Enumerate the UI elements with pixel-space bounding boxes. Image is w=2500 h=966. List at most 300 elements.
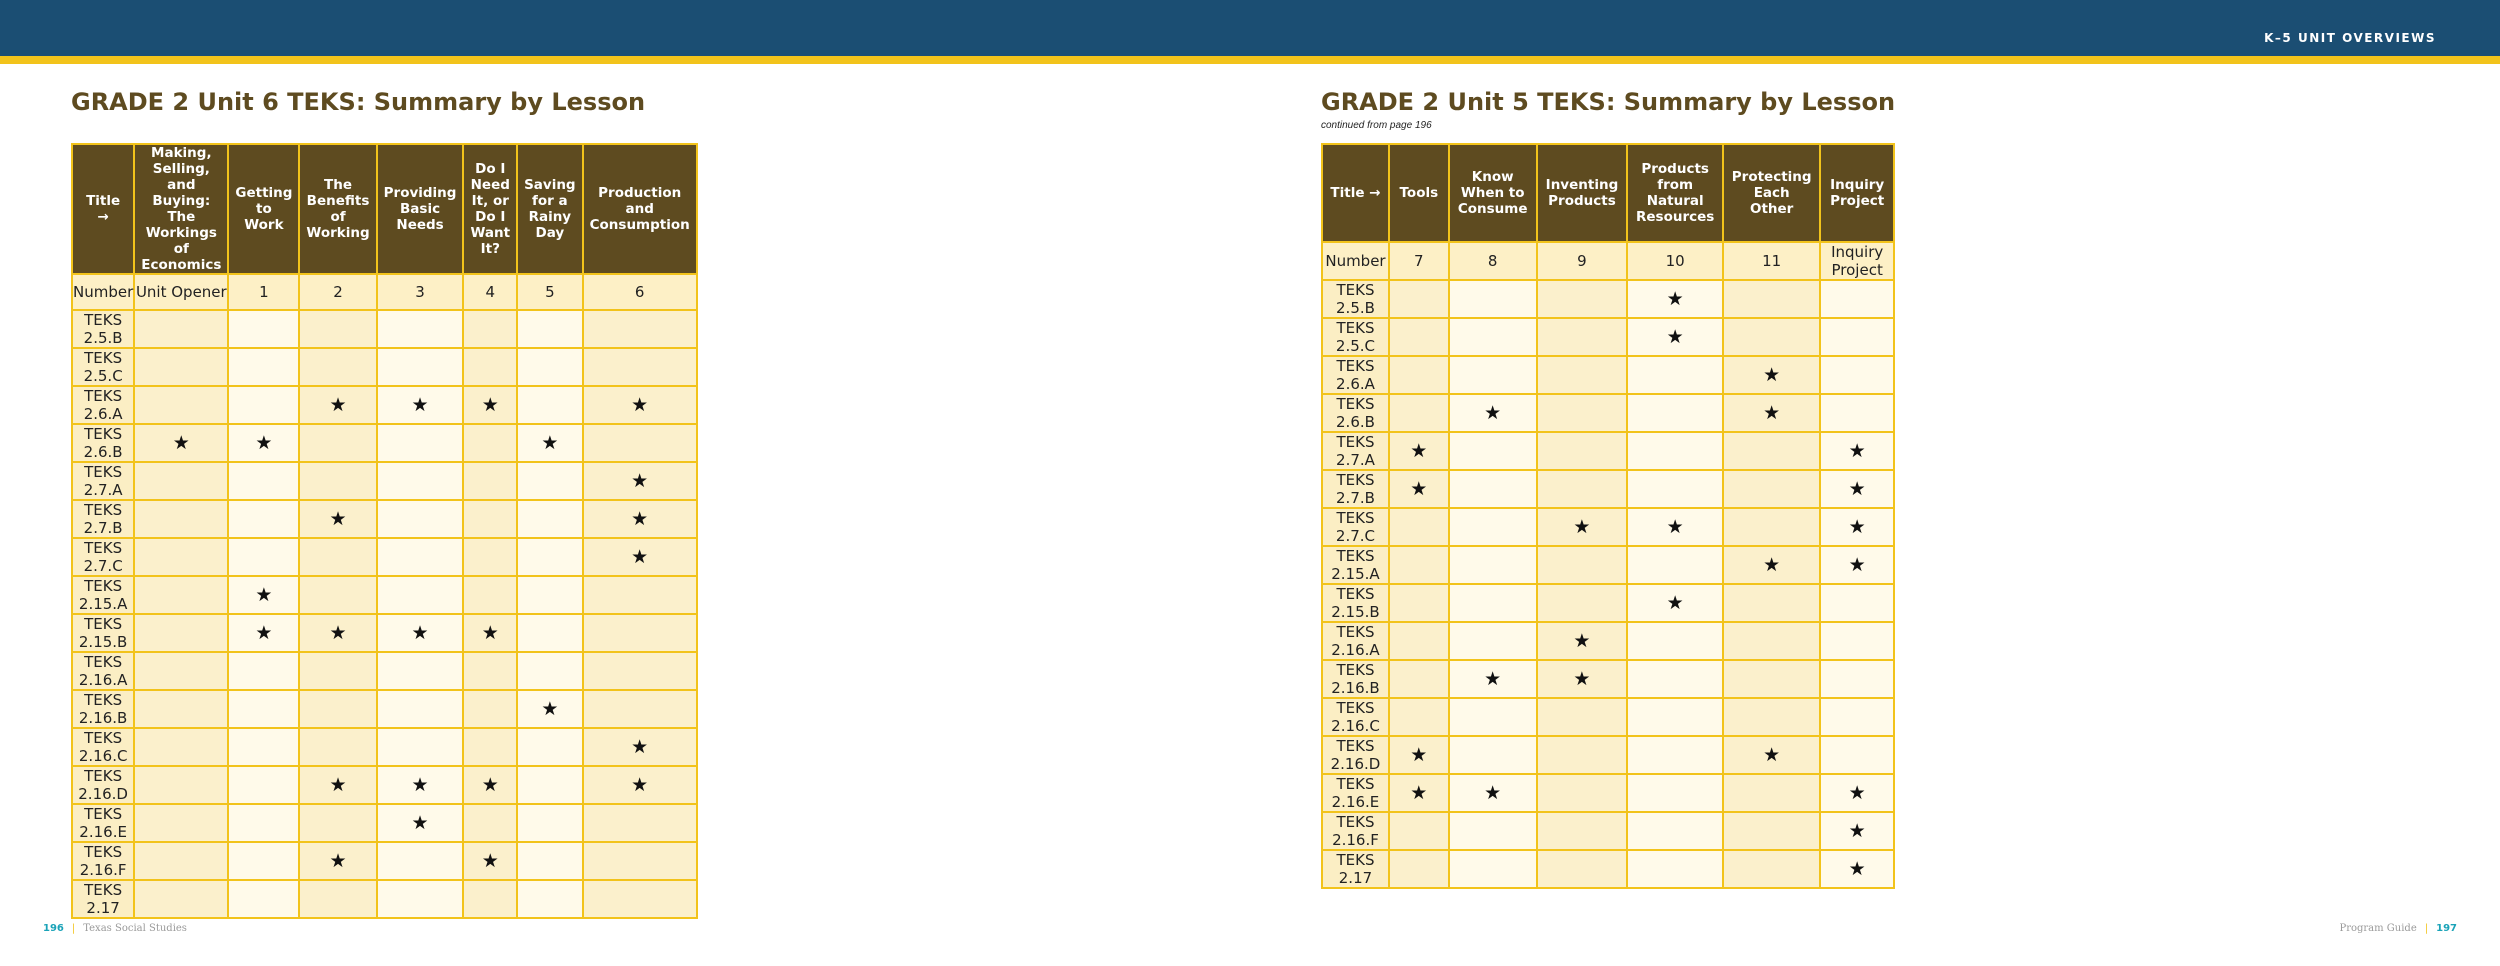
table-cell (1820, 736, 1894, 774)
table-cell (1627, 774, 1723, 812)
star-icon: ★ (329, 622, 347, 644)
star-icon: ★ (329, 508, 347, 530)
table-cell (1820, 622, 1894, 660)
table-row (72, 538, 697, 576)
number-label: Number (72, 274, 134, 310)
table-cell (1723, 698, 1820, 736)
teks-code: TEKS 2.6.B (1322, 394, 1389, 432)
lesson-title-header: Inquiry Project (1820, 144, 1894, 242)
table-cell (1389, 774, 1449, 812)
table-cell (134, 690, 228, 728)
lesson-number: 9 (1537, 242, 1628, 280)
table-row (72, 348, 697, 386)
teks-code: TEKS 2.15.A (1322, 546, 1389, 584)
table-cell (517, 310, 583, 348)
table-cell (299, 880, 376, 918)
table-cell (463, 880, 517, 918)
table-cell (377, 310, 464, 348)
table-cell (1820, 812, 1894, 850)
star-icon: ★ (541, 432, 559, 454)
star-icon: ★ (411, 622, 429, 644)
table-cell (1820, 280, 1894, 318)
teks-code: TEKS 2.15.A (72, 576, 134, 614)
table-row (72, 804, 697, 842)
table-cell (1627, 470, 1723, 508)
table-cell (377, 614, 464, 652)
lesson-title-header: Do I Need It, or Do I Want It? (463, 144, 517, 274)
left-page-number: 196 (43, 923, 64, 934)
star-icon: ★ (1848, 478, 1866, 500)
table-cell (1389, 470, 1449, 508)
table-cell (1449, 470, 1537, 508)
corner-header: Title → (72, 144, 134, 274)
teks-code: TEKS 2.16.E (72, 804, 134, 842)
table-cell (228, 310, 299, 348)
star-icon: ★ (1763, 554, 1781, 576)
right-section (1321, 86, 1896, 887)
table-cell (1627, 394, 1723, 432)
table-cell (1627, 812, 1723, 850)
lesson-title-header: The Benefits of Working (299, 144, 376, 274)
table-cell (1389, 736, 1449, 774)
lesson-number: 6 (583, 274, 697, 310)
table-cell (1449, 622, 1537, 660)
table-cell (1389, 660, 1449, 698)
star-icon: ★ (1573, 516, 1591, 538)
table-cell (517, 690, 583, 728)
star-icon: ★ (631, 394, 649, 416)
table-cell (583, 462, 697, 500)
table-cell (1537, 318, 1628, 356)
table-cell (299, 690, 376, 728)
table-cell (134, 842, 228, 880)
table-cell (1723, 318, 1820, 356)
table-cell (1449, 318, 1537, 356)
table-cell (517, 538, 583, 576)
table-cell (1820, 584, 1894, 622)
table-cell (228, 614, 299, 652)
table-cell (1723, 736, 1820, 774)
table-cell (463, 766, 517, 804)
table-cell (1537, 660, 1628, 698)
table-cell (463, 690, 517, 728)
table-cell (228, 842, 299, 880)
table-cell (134, 652, 228, 690)
table-cell (228, 766, 299, 804)
star-icon: ★ (1666, 592, 1684, 614)
table-cell (134, 880, 228, 918)
table-cell (299, 804, 376, 842)
lesson-title-header: Providing Basic Needs (377, 144, 464, 274)
table-cell (583, 576, 697, 614)
table-cell (1389, 508, 1449, 546)
table-cell (377, 348, 464, 386)
table-cell (517, 614, 583, 652)
star-icon: ★ (1666, 288, 1684, 310)
table-cell (1627, 850, 1723, 888)
table-cell (1449, 546, 1537, 584)
lesson-number: 11 (1723, 242, 1820, 280)
teks-code: TEKS 2.15.B (72, 614, 134, 652)
table-cell (1820, 470, 1894, 508)
table-cell (463, 842, 517, 880)
table-cell (517, 462, 583, 500)
table-cell (228, 690, 299, 728)
table-cell (1723, 622, 1820, 660)
table-cell (1389, 622, 1449, 660)
star-icon: ★ (1573, 630, 1591, 652)
table-row (1322, 622, 1894, 660)
lesson-title-header: Tools (1389, 144, 1449, 242)
table-cell (517, 348, 583, 386)
table-cell (583, 538, 697, 576)
table-cell (134, 766, 228, 804)
teks-code: TEKS 2.16.C (72, 728, 134, 766)
table-cell (134, 500, 228, 538)
right-footer (2339, 923, 2457, 934)
table-cell (1723, 470, 1820, 508)
teks-code: TEKS 2.7.C (72, 538, 134, 576)
table-cell (1537, 280, 1628, 318)
table-cell (377, 880, 464, 918)
table-cell (1723, 356, 1820, 394)
table-cell (228, 348, 299, 386)
table-row (1322, 584, 1894, 622)
table-cell (1389, 394, 1449, 432)
table-cell (1723, 432, 1820, 470)
table-cell (134, 576, 228, 614)
table-cell (1723, 812, 1820, 850)
star-icon: ★ (255, 432, 273, 454)
table-cell (1723, 774, 1820, 812)
table-cell (1389, 432, 1449, 470)
left-subtitle (71, 118, 645, 134)
star-icon: ★ (1848, 858, 1866, 880)
teks-code: TEKS 2.16.A (1322, 622, 1389, 660)
right-page-number: 197 (2436, 923, 2457, 934)
table-row (1322, 508, 1894, 546)
lesson-number: 10 (1627, 242, 1723, 280)
teks-code: TEKS 2.5.B (1322, 280, 1389, 318)
lesson-number: 7 (1389, 242, 1449, 280)
table-cell (1537, 850, 1628, 888)
table-cell (1627, 660, 1723, 698)
star-icon: ★ (1410, 744, 1428, 766)
table-cell (1723, 850, 1820, 888)
table-cell (463, 538, 517, 576)
left-footer-text: Texas Social Studies (83, 923, 187, 934)
lesson-number: 4 (463, 274, 517, 310)
star-icon: ★ (255, 622, 273, 644)
table-row (72, 424, 697, 462)
star-icon: ★ (255, 584, 273, 606)
table-cell (583, 424, 697, 462)
table-cell (1627, 356, 1723, 394)
table-cell (299, 728, 376, 766)
table-row (72, 576, 697, 614)
star-icon: ★ (541, 698, 559, 720)
left-teks-table (71, 143, 698, 919)
table-cell (1537, 812, 1628, 850)
table-cell (1627, 280, 1723, 318)
teks-code: TEKS 2.16.B (1322, 660, 1389, 698)
lesson-number-row (1322, 242, 1894, 280)
table-cell (134, 804, 228, 842)
table-cell (1537, 432, 1628, 470)
table-cell (517, 880, 583, 918)
table-cell (517, 728, 583, 766)
table-cell (463, 424, 517, 462)
table-row (1322, 394, 1894, 432)
table-cell (1627, 508, 1723, 546)
table-cell (1820, 394, 1894, 432)
table-cell (1627, 584, 1723, 622)
table-cell (299, 500, 376, 538)
lesson-title-header: Inventing Products (1537, 144, 1628, 242)
table-row (1322, 660, 1894, 698)
star-icon: ★ (631, 546, 649, 568)
teks-code: TEKS 2.6.A (1322, 356, 1389, 394)
teks-code: TEKS 2.7.C (1322, 508, 1389, 546)
header-bar (0, 0, 2500, 56)
star-icon: ★ (481, 622, 499, 644)
star-icon: ★ (1763, 402, 1781, 424)
lesson-number: 1 (228, 274, 299, 310)
table-cell (517, 386, 583, 424)
table-cell (377, 842, 464, 880)
table-cell (517, 766, 583, 804)
table-cell (1449, 774, 1537, 812)
table-row (72, 652, 697, 690)
teks-code: TEKS 2.7.A (72, 462, 134, 500)
table-cell (299, 386, 376, 424)
table-row (72, 880, 697, 918)
star-icon: ★ (1666, 516, 1684, 538)
table-cell (583, 500, 697, 538)
table-cell (583, 842, 697, 880)
table-cell (134, 614, 228, 652)
teks-code: TEKS 2.16.A (72, 652, 134, 690)
teks-code: TEKS 2.6.A (72, 386, 134, 424)
star-icon: ★ (1484, 782, 1502, 804)
table-row (1322, 546, 1894, 584)
table-cell (583, 386, 697, 424)
table-cell (1537, 508, 1628, 546)
running-header: K–5 UNIT OVERVIEWS (2264, 31, 2436, 45)
table-cell (1820, 546, 1894, 584)
table-cell (1723, 584, 1820, 622)
header-accent-stripe (0, 56, 2500, 64)
lesson-title-header: Products from Natural Resources (1627, 144, 1723, 242)
table-cell (583, 310, 697, 348)
star-icon: ★ (1410, 782, 1428, 804)
table-cell (299, 538, 376, 576)
lesson-number: Inquiry Project (1820, 242, 1894, 280)
right-subtitle: continued from page 196 (1321, 120, 1432, 131)
table-cell (517, 842, 583, 880)
table-cell (583, 652, 697, 690)
lesson-title-header: Know When to Consume (1449, 144, 1537, 242)
teks-code: TEKS 2.5.C (1322, 318, 1389, 356)
table-cell (228, 576, 299, 614)
table-cell (1723, 280, 1820, 318)
table-cell (1389, 850, 1449, 888)
table-cell (1389, 280, 1449, 318)
table-row (72, 310, 697, 348)
star-icon: ★ (1763, 744, 1781, 766)
table-row (1322, 280, 1894, 318)
table-cell (1723, 660, 1820, 698)
table-cell (517, 576, 583, 614)
star-icon: ★ (631, 736, 649, 758)
table-cell (1820, 698, 1894, 736)
table-cell (1537, 698, 1628, 736)
left-page-title: GRADE 2 Unit 6 TEKS: Summary by Lesson (71, 88, 646, 116)
lesson-title-header: Saving for a Rainy Day (517, 144, 583, 274)
table-cell (377, 804, 464, 842)
star-icon: ★ (1848, 782, 1866, 804)
table-cell (1389, 584, 1449, 622)
table-cell (299, 424, 376, 462)
table-cell (1820, 850, 1894, 888)
left-footer (43, 923, 187, 934)
star-icon: ★ (1410, 478, 1428, 500)
table-cell (517, 652, 583, 690)
right-page-title: GRADE 2 Unit 5 TEKS: Summary by Lesson (1321, 88, 1896, 116)
teks-code: TEKS 2.17 (72, 880, 134, 918)
table-cell (1627, 432, 1723, 470)
star-icon: ★ (1484, 668, 1502, 690)
star-icon: ★ (1484, 402, 1502, 424)
table-cell (1723, 394, 1820, 432)
table-cell (228, 652, 299, 690)
table-cell (299, 462, 376, 500)
table-row (1322, 850, 1894, 888)
star-icon: ★ (1666, 326, 1684, 348)
teks-code: TEKS 2.16.E (1322, 774, 1389, 812)
star-icon: ★ (481, 850, 499, 872)
table-cell (377, 652, 464, 690)
lesson-number-row (72, 274, 697, 310)
star-icon: ★ (1410, 440, 1428, 462)
lesson-number: 3 (377, 274, 464, 310)
table-cell (1449, 394, 1537, 432)
table-row (1322, 736, 1894, 774)
table-cell (583, 690, 697, 728)
table-cell (299, 766, 376, 804)
table-cell (1820, 318, 1894, 356)
table-cell (1723, 546, 1820, 584)
table-cell (1537, 394, 1628, 432)
star-icon: ★ (1763, 364, 1781, 386)
table-cell (377, 462, 464, 500)
right-teks-table (1321, 143, 1895, 889)
table-cell (299, 652, 376, 690)
table-cell (583, 880, 697, 918)
table-row (72, 462, 697, 500)
table-cell (299, 614, 376, 652)
lesson-number: 5 (517, 274, 583, 310)
table-row (72, 728, 697, 766)
table-cell (1627, 736, 1723, 774)
table-cell (463, 614, 517, 652)
table-cell (583, 804, 697, 842)
table-cell (134, 348, 228, 386)
table-cell (517, 424, 583, 462)
star-icon: ★ (411, 812, 429, 834)
table-row (72, 500, 697, 538)
table-cell (377, 690, 464, 728)
teks-code: TEKS 2.6.B (72, 424, 134, 462)
corner-header: Title → (1322, 144, 1389, 242)
lesson-number: 8 (1449, 242, 1537, 280)
table-cell (228, 880, 299, 918)
teks-code: TEKS 2.16.F (72, 842, 134, 880)
lesson-title-header: Protecting Each Other (1723, 144, 1820, 242)
table-cell (1537, 584, 1628, 622)
table-cell (228, 424, 299, 462)
table-cell (1820, 660, 1894, 698)
table-cell (1449, 660, 1537, 698)
table-cell (228, 462, 299, 500)
teks-code: TEKS 2.5.B (72, 310, 134, 348)
table-cell (1537, 356, 1628, 394)
teks-code: TEKS 2.5.C (72, 348, 134, 386)
table-cell (1537, 774, 1628, 812)
table-row (72, 842, 697, 880)
table-cell (1449, 356, 1537, 394)
table-cell (134, 424, 228, 462)
teks-code: TEKS 2.7.A (1322, 432, 1389, 470)
table-cell (1449, 736, 1537, 774)
teks-code: TEKS 2.15.B (1322, 584, 1389, 622)
star-icon: ★ (1848, 440, 1866, 462)
table-row (72, 690, 697, 728)
table-cell (134, 386, 228, 424)
lesson-title-header: Getting to Work (228, 144, 299, 274)
table-cell (134, 538, 228, 576)
teks-code: TEKS 2.16.F (1322, 812, 1389, 850)
table-row (1322, 774, 1894, 812)
table-cell (377, 500, 464, 538)
table-cell (1627, 318, 1723, 356)
table-cell (583, 348, 697, 386)
table-cell (299, 348, 376, 386)
table-cell (134, 728, 228, 766)
table-cell (228, 804, 299, 842)
star-icon: ★ (411, 394, 429, 416)
table-cell (228, 386, 299, 424)
table-cell (583, 728, 697, 766)
table-cell (1537, 546, 1628, 584)
right-footer-text: Program Guide (2339, 923, 2417, 934)
table-cell (1449, 432, 1537, 470)
star-icon: ★ (631, 470, 649, 492)
table-cell (1537, 736, 1628, 774)
table-cell (299, 576, 376, 614)
table-cell (1389, 318, 1449, 356)
table-cell (1449, 584, 1537, 622)
star-icon: ★ (329, 850, 347, 872)
table-cell (1537, 470, 1628, 508)
table-cell (517, 804, 583, 842)
teks-code: TEKS 2.7.B (1322, 470, 1389, 508)
table-cell (299, 310, 376, 348)
table-cell (1449, 698, 1537, 736)
star-icon: ★ (411, 774, 429, 796)
footer-separator: | (71, 923, 76, 934)
table-cell (134, 310, 228, 348)
